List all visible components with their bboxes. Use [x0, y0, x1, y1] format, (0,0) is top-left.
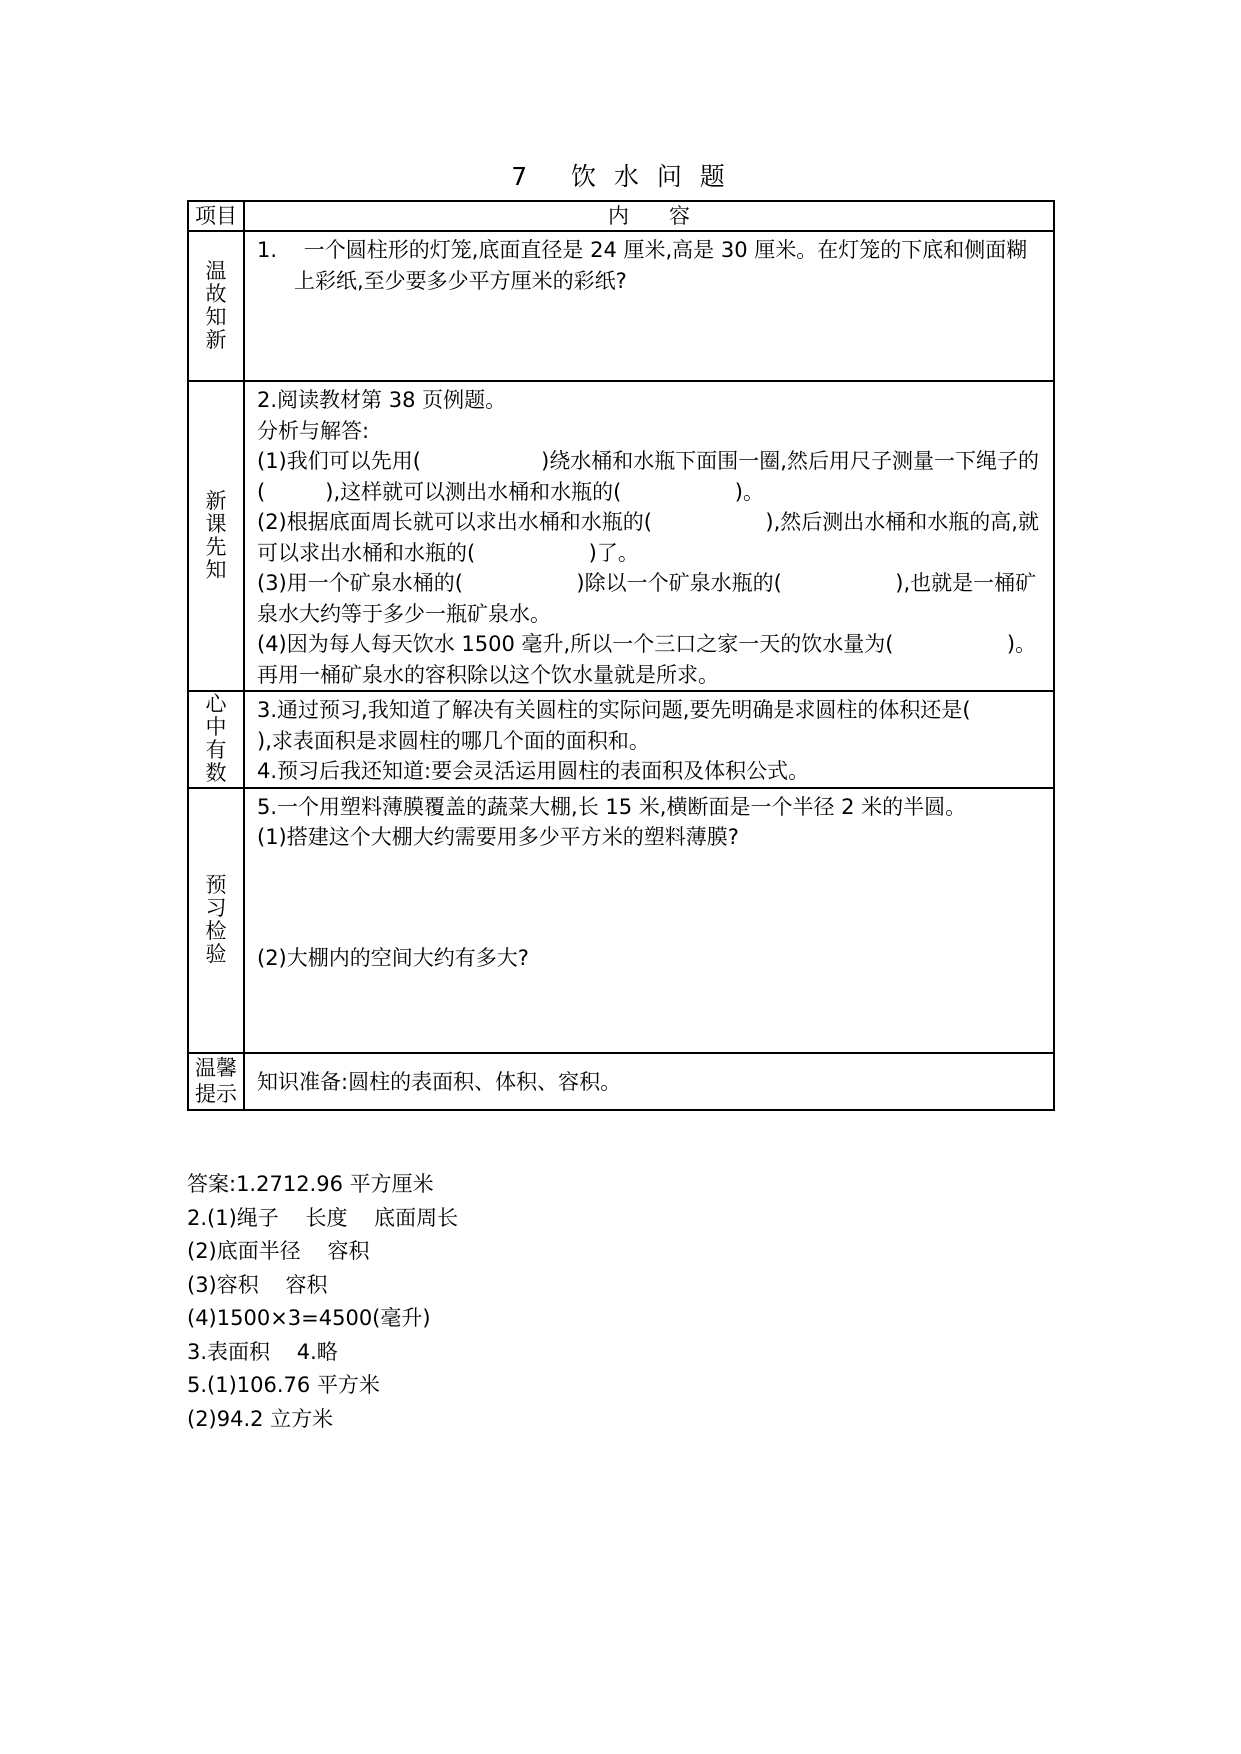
row-content-check: [244, 788, 1054, 1053]
answer-line: (4)1500×3=4500(毫升): [187, 1306, 431, 1330]
header-item: 项目: [188, 201, 244, 231]
answer-line: 5.(1)106.76 平方米: [187, 1373, 380, 1397]
row-content-tip: [244, 1053, 1054, 1110]
row-preview: [188, 381, 1054, 691]
question-2-intro: 2.阅读教材第 38 页例题。: [257, 388, 507, 412]
analysis-heading: 分析与解答:: [257, 418, 370, 443]
page-title: 7 饮 水 问 题: [511, 162, 730, 191]
question-3: 3.通过预习,我知道了解决有关圆柱的实际问题,要先明确是求圆柱的体积还是( ),求表面积是求圆柱的哪几个面的面积和。: [257, 698, 1031, 753]
row-content-review: [244, 231, 1054, 381]
row-label-check: [188, 788, 244, 1053]
question-5: 5.一个用塑料薄膜覆盖的蔬菜大棚,长 15 米,横断面是一个半径 2 米的半圆。: [257, 794, 967, 819]
row-label-text: 温馨提示: [195, 1056, 237, 1106]
question-1: 1. 一个圆柱形的灯笼,底面直径是 24 厘米,高是 30 厘米。在灯笼的下底和侧面糊上彩纸,至少要多少平方厘米的彩纸?: [257, 238, 1028, 293]
tip-text: 知识准备:圆柱的表面积、体积、容积。: [257, 1070, 622, 1095]
row-content-preview: [244, 381, 1054, 691]
row-label-text: 心中有数: [205, 692, 227, 786]
answer-line: (2)94.2 立方米: [187, 1406, 334, 1431]
row-content-summary: [244, 691, 1054, 788]
row-summary: [188, 691, 1054, 788]
row-label-review: [188, 231, 244, 381]
answer-section: [187, 1168, 458, 1436]
row-label-text: 新课先知: [205, 489, 227, 582]
row-tip: [188, 1053, 1054, 1110]
question-2-part-3: (3)用一个矿泉水桶的( )除以一个矿泉水瓶的( ),也就是一桶矿泉水大约等于多少一瓶矿泉水。: [257, 571, 1037, 626]
question-2-part-2: (2)根据底面周长就可以求出水桶和水瓶的( ),然后测出水桶和水瓶的高,就可以求出水桶和水瓶的( )了。: [257, 510, 1039, 565]
question-2-part-1: (1)我们可以先用( )绕水桶和水瓶下面围一圈,然后用尺子测量一下绳子的( ),这样就可以测出水桶和水瓶的( )。: [257, 449, 1039, 504]
row-review: [188, 231, 1054, 381]
answer-line: 3.表面积 4.略: [187, 1339, 338, 1364]
study-plan-table: [187, 200, 1055, 1111]
question-4: 4.预习后我还知道:要会灵活运用圆柱的表面积及体积公式。: [257, 759, 810, 783]
answer-line: 答案:1.2712.96 平方厘米: [187, 1172, 434, 1196]
row-label-summary: [188, 691, 244, 788]
answer-line: (3)容积 容积: [187, 1272, 328, 1297]
row-label-preview: [188, 381, 244, 691]
table-header-row: [188, 201, 1054, 231]
row-label-text: 预习检验: [205, 873, 227, 966]
question-5-part-2: (2)大棚内的空间大约有多大?: [257, 945, 529, 970]
question-2-part-4: (4)因为每人每天饮水 1500 毫升,所以一个三口之家一天的饮水量为( )。再用一桶矿泉水的容积除以这个饮水量就是所求。: [257, 632, 1037, 687]
row-label-text: 温故知新: [205, 259, 227, 352]
row-label-tip: [188, 1053, 244, 1110]
question-5-part-1: (1)搭建这个大棚大约需要用多少平方米的塑料薄膜?: [257, 825, 739, 849]
answer-line: 2.(1)绳子 长度 底面周长: [187, 1205, 459, 1230]
row-check: [188, 788, 1054, 1053]
answer-line: (2)底面半径 容积: [187, 1239, 370, 1263]
header-content: 内 容: [244, 201, 1054, 231]
